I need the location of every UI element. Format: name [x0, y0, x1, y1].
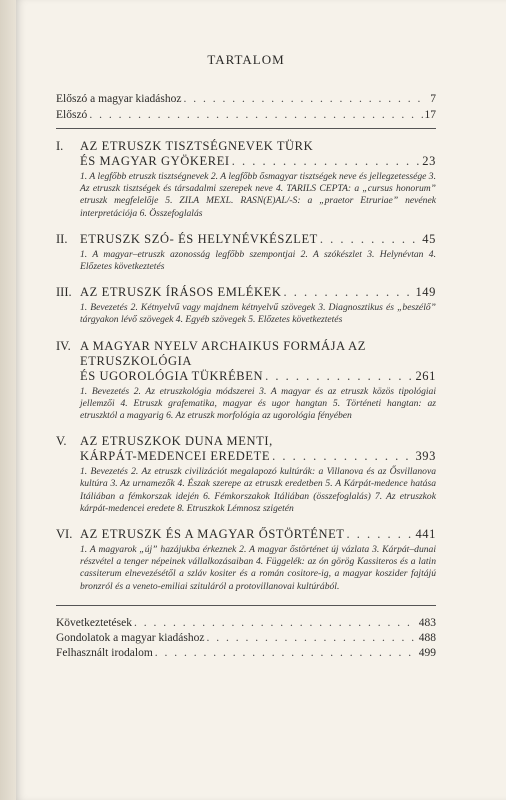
divider: [56, 128, 436, 129]
chapter-number: IV.: [56, 338, 71, 353]
chapter-body: [80, 434, 436, 515]
chapter-body: [80, 139, 436, 220]
toc-chapter: [56, 339, 436, 423]
toc-entry-title: Előszó: [56, 109, 88, 121]
chapter-body: [80, 527, 436, 593]
chapter-summary: 1. A magyar–etruszk azonosság legfőbb szempontjai 2. A szókészlet 3. Helynévtan 4. Előzetes következtetés: [80, 248, 436, 273]
chapter-title-line: AZ ETRUSZK ÉS A MAGYAR ŐSTÖRTÉNET: [80, 527, 345, 542]
chapter-number: II.: [56, 231, 68, 246]
chapter-title: [80, 434, 436, 464]
chapter-title-last-line: [80, 369, 436, 384]
chapter-title-line: ETRUSZKOLÓGIA: [80, 353, 192, 368]
chapter-page-number: 45: [422, 231, 436, 246]
book-spine-shadow: [0, 0, 16, 800]
chapter-title: [80, 285, 436, 300]
toc-entry-page: 7: [430, 93, 436, 105]
toc-entry-page: 17: [424, 109, 436, 121]
toc-entry-page: 499: [418, 646, 436, 659]
chapter-body: [80, 339, 436, 423]
toc-chapter: [56, 139, 436, 220]
book-page: [16, 0, 506, 800]
leader-dots: [184, 92, 429, 106]
table-of-contents: [56, 52, 436, 661]
divider: [56, 605, 436, 606]
toc-entry-back-0: [56, 616, 436, 630]
chapter-summary: 1. Bevezetés 2. Az etruszk civilizációt megalapozó kultúrák: a Villanova és az Ősvillanova kultúra 3. Az urnamezők 4. Észak szerepe az etruszk eredetben 5. A Kárpát-medence hatása Itáliában a fémkorszak idején 6. Fémkorszakok Itáliában (összefoglalás) 7. Az etruszkok kárpát-medencei eredete 8. Etruszkok Lémnosz szigetén: [80, 466, 436, 514]
chapter-number: VI.: [56, 527, 73, 542]
chapter-number: V.: [56, 434, 67, 449]
chapter-title-last-line: [80, 285, 436, 300]
toc-entry-title: Gondolatok a magyar kiadáshoz: [56, 631, 205, 644]
chapter-title: [80, 339, 436, 384]
toc-entry-page: 483: [418, 616, 436, 629]
leader-dots: [265, 369, 413, 384]
chapter-page-number: 149: [415, 285, 436, 300]
toc-chapter: [56, 285, 436, 326]
chapter-list: [56, 139, 436, 593]
leader-dots: [283, 285, 413, 300]
toc-entry-title: Felhasznált irodalom: [56, 646, 153, 659]
leader-dots: [272, 449, 413, 464]
back-matter-list: [56, 616, 436, 660]
chapter-number: III.: [56, 285, 72, 300]
leader-dots: [320, 232, 420, 247]
leader-dots: [89, 108, 422, 122]
chapter-number: I.: [56, 139, 64, 153]
page-title: TARTALOM: [207, 52, 285, 67]
chapter-page-number: 23: [422, 154, 436, 168]
chapter-summary: 1. A magyarok „új” hazájukba érkeznek 2. A magyar őstörténet új vázlata 3. Kárpát–dunai részvétel a tenger népeinek vállalkozásaiban 4. Függelék: az ón görög Kassiteros és a latin cassiterum elnevezésétől a szláv kositer és a román cositore-ig, a magyar koszider fajtájú bronzról és a veneto-emiliai szituláról a protovillanovai kultúrából.: [80, 544, 436, 592]
chapter-title: [80, 139, 436, 169]
toc-entry-title: Előszó a magyar kiadáshoz: [56, 93, 182, 105]
chapter-title-last-line: [80, 449, 436, 464]
toc-entry-front-0: [56, 92, 436, 106]
chapter-summary: 1. Bevezetés 2. Az etruszkológia módszerei 3. A magyar és az etruszk közös tipológiai jellemzői 4. Etruszk grafematika, magyar és ugor hangtan 5. Történeti hangtan: az etruszktól a magyarig 6. Az etruszk morfológia az ugorológia fényében: [80, 385, 436, 422]
chapter-title-line: ÉS UGOROLÓGIA TÜKRÉBEN: [80, 368, 264, 383]
chapter-title-line: ETRUSZK SZÓ- ÉS HELYNÉVKÉSZLET: [80, 231, 318, 246]
chapter-page-number: 441: [415, 527, 436, 542]
toc-entry-front-1: [56, 108, 436, 122]
leader-dots: [207, 631, 417, 645]
chapter-title-line: AZ ETRUSZK TISZTSÉGNEVEK TÜRK: [80, 139, 314, 153]
chapter-title-last-line: [80, 154, 436, 169]
toc-entry-title: Következtetések: [56, 616, 132, 629]
toc-chapter: [56, 434, 436, 515]
chapter-body: [80, 285, 436, 326]
chapter-title-line: AZ ETRUSZKOK DUNA MENTI,: [80, 434, 273, 449]
toc-chapter: [56, 232, 436, 273]
chapter-title-last-line: [80, 527, 436, 542]
chapter-title-line: AZ ETRUSZK ÍRÁSOS EMLÉKEK: [80, 285, 282, 300]
leader-dots: [232, 154, 421, 169]
chapter-title: [80, 232, 436, 247]
chapter-summary: 1. Bevezetés 2. Kétnyelvű vagy majdnem kétnyelvű szövegek 3. Diagnosztikus és „beszélő” tárgyakon lévő szövegek 4. Egyéb szövegek 5. Előzetes következtetés: [80, 302, 436, 326]
chapter-title: [80, 527, 436, 542]
chapter-title-last-line: [80, 232, 436, 247]
front-matter-list: [56, 92, 436, 122]
leader-dots: [134, 616, 417, 630]
chapter-page-number: 261: [415, 368, 436, 383]
toc-entry-back-2: [56, 646, 436, 660]
leader-dots: [347, 527, 414, 542]
toc-chapter: [56, 527, 436, 593]
chapter-title-line: KÁRPÁT-MEDENCEI EREDETE: [80, 449, 271, 464]
chapter-summary: 1. A legfőbb etruszk tisztségnevek 2. A legfőbb ősmagyar tisztségek neve és jellegzetessége 3. Az etruszk tisztségek és társadalmi szerepek neve 4. TARILS CEPTA: a „cursus honorum” etruszk megfelelője 5. ZILA MEXL. RASN(E)AL/-S: a „praetor Etruriae” nevének interpretációja 6. Összefoglalás: [80, 171, 436, 219]
toc-entry-back-1: [56, 631, 436, 645]
toc-entry-page: 488: [418, 631, 436, 644]
chapter-title-line: ÉS MAGYAR GYÖKEREI: [80, 154, 230, 168]
chapter-page-number: 393: [415, 449, 436, 464]
chapter-body: [80, 232, 436, 273]
chapter-title-line: A MAGYAR NYELV ARCHAIKUS FORMÁJA AZ: [80, 338, 366, 353]
leader-dots: [155, 646, 417, 660]
